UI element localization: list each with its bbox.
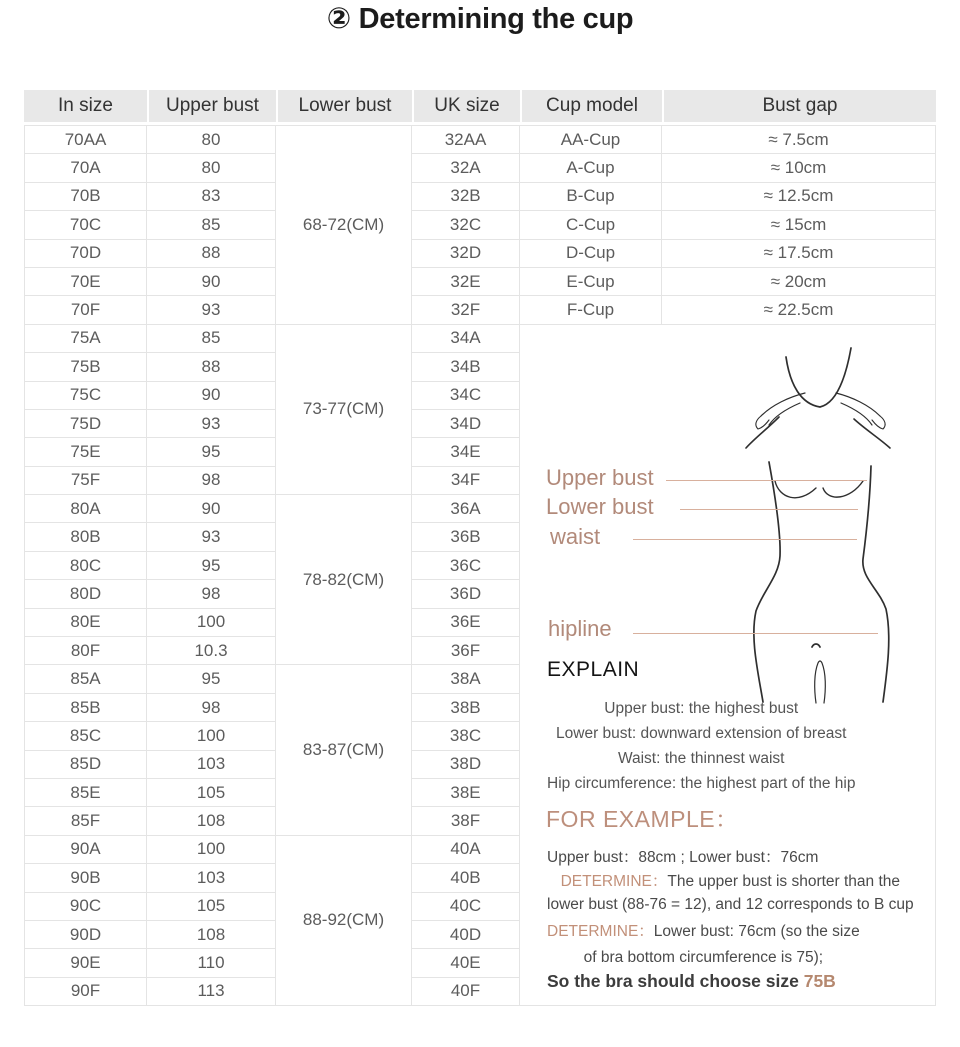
upper-bust-cell: 103 bbox=[147, 751, 276, 779]
example-heading: FOR EXAMPLE： bbox=[546, 805, 739, 832]
in-size-cell: 75F bbox=[24, 467, 147, 495]
upper-bust-cell: 95 bbox=[147, 665, 276, 693]
size-table-body bbox=[24, 125, 936, 1006]
upper-bust-cell: 95 bbox=[147, 438, 276, 466]
upper-bust-cell: 110 bbox=[147, 949, 276, 977]
uk-size-cell: 40D bbox=[412, 921, 520, 949]
uk-size-cell: 34F bbox=[412, 467, 520, 495]
in-size-cell: 70AA bbox=[24, 125, 147, 154]
table-row bbox=[24, 183, 936, 211]
upper-bust-cell: 85 bbox=[147, 211, 276, 239]
in-size-cell: 75A bbox=[24, 325, 147, 353]
upper-bust-cell: 93 bbox=[147, 523, 276, 551]
in-size-cell: 90A bbox=[24, 836, 147, 864]
in-size-cell: 70A bbox=[24, 154, 147, 182]
header-uk-size: UK size bbox=[412, 90, 520, 125]
lower-bust-cell: 83-87(CM) bbox=[276, 665, 412, 835]
in-size-cell: 70C bbox=[24, 211, 147, 239]
upper-bust-cell: 80 bbox=[147, 154, 276, 182]
conclusion-size: 75B bbox=[803, 970, 836, 991]
cup-model-cell: D-Cup bbox=[520, 240, 662, 268]
upper-bust-cell: 108 bbox=[147, 921, 276, 949]
in-size-cell: 75C bbox=[24, 382, 147, 410]
uk-size-cell: 40B bbox=[412, 864, 520, 892]
hipline-measure-line bbox=[633, 633, 878, 634]
uk-size-cell: 36F bbox=[412, 637, 520, 665]
label-hipline: hipline bbox=[548, 615, 612, 641]
size-table bbox=[24, 90, 936, 1006]
cup-model-cell: E-Cup bbox=[520, 268, 662, 296]
example-conclusion bbox=[547, 971, 836, 992]
label-upper-bust: Upper bust bbox=[546, 464, 654, 490]
upper-bust-cell: 100 bbox=[147, 609, 276, 637]
in-size-cell: 85B bbox=[24, 694, 147, 722]
in-size-cell: 80E bbox=[24, 609, 147, 637]
upper-bust-cell: 93 bbox=[147, 296, 276, 324]
uk-size-cell: 36D bbox=[412, 580, 520, 608]
explain-list bbox=[547, 696, 855, 796]
explain-heading: EXPLAIN bbox=[547, 657, 640, 681]
uk-size-cell: 40E bbox=[412, 949, 520, 977]
upper-bust-cell: 88 bbox=[147, 240, 276, 268]
determine-text: Lower bust: 76cm (so the size bbox=[653, 922, 860, 940]
upper-bust-cell: 100 bbox=[147, 836, 276, 864]
lower-bust-cell: 68-72(CM) bbox=[276, 125, 412, 325]
uk-size-cell: 38D bbox=[412, 751, 520, 779]
uk-size-cell: 34A bbox=[412, 325, 520, 353]
upper-bust-cell: 105 bbox=[147, 779, 276, 807]
in-size-cell: 90C bbox=[24, 893, 147, 921]
label-lower-bust: Lower bust bbox=[546, 493, 654, 519]
table-row bbox=[24, 211, 936, 239]
conclusion-text: So the bra should choose size bbox=[547, 970, 804, 991]
in-size-cell: 90F bbox=[24, 978, 147, 1006]
lower-bust-cell: 88-92(CM) bbox=[276, 836, 412, 1006]
bust-gap-cell: ≈ 20cm bbox=[662, 268, 936, 296]
in-size-cell: 80F bbox=[24, 637, 147, 665]
example-determine-1 bbox=[547, 870, 914, 917]
uk-size-cell: 34E bbox=[412, 438, 520, 466]
determine-text: lower bust (88-76 = 12), and 12 corresponds to B cup bbox=[547, 896, 914, 914]
in-size-cell: 70F bbox=[24, 296, 147, 324]
table-row bbox=[24, 268, 936, 296]
bust-gap-cell: ≈ 10cm bbox=[662, 154, 936, 182]
bust-gap-cell: ≈ 17.5cm bbox=[662, 240, 936, 268]
upper-bust-cell: 98 bbox=[147, 580, 276, 608]
upper-bust-cell: 108 bbox=[147, 807, 276, 835]
page-title: ② Determining the cup bbox=[326, 3, 634, 35]
explain-line: Lower bust: downward extension of breast bbox=[556, 724, 847, 742]
upper-bust-measure-line bbox=[666, 480, 867, 481]
in-size-cell: 80A bbox=[24, 495, 147, 523]
lower-bust-measure-line bbox=[680, 509, 858, 510]
in-size-cell: 75B bbox=[24, 353, 147, 381]
info-panel-cell bbox=[520, 325, 936, 1006]
upper-bust-cell: 83 bbox=[147, 183, 276, 211]
in-size-cell: 90E bbox=[24, 949, 147, 977]
lower-bust-cell: 78-82(CM) bbox=[276, 495, 412, 665]
in-size-cell: 90B bbox=[24, 864, 147, 892]
uk-size-cell: 36B bbox=[412, 523, 520, 551]
info-panel bbox=[520, 325, 935, 1005]
in-size-cell: 90D bbox=[24, 921, 147, 949]
female-torso-figure bbox=[670, 340, 935, 725]
uk-size-cell: 38B bbox=[412, 694, 520, 722]
uk-size-cell: 38A bbox=[412, 665, 520, 693]
header-upper-bust: Upper bust bbox=[147, 90, 276, 125]
upper-bust-cell: 85 bbox=[147, 325, 276, 353]
upper-bust-cell: 93 bbox=[147, 410, 276, 438]
in-size-cell: 85D bbox=[24, 751, 147, 779]
uk-size-cell: 40A bbox=[412, 836, 520, 864]
cup-model-cell: B-Cup bbox=[520, 183, 662, 211]
in-size-cell: 75E bbox=[24, 438, 147, 466]
explain-line: Hip circumference: the highest part of the hip bbox=[547, 774, 856, 792]
upper-bust-cell: 100 bbox=[147, 722, 276, 750]
uk-size-cell: 36C bbox=[412, 552, 520, 580]
uk-size-cell: 38C bbox=[412, 722, 520, 750]
determine-label: DETERMINE： bbox=[547, 922, 654, 940]
upper-bust-cell: 95 bbox=[147, 552, 276, 580]
in-size-cell: 85E bbox=[24, 779, 147, 807]
upper-bust-cell: 10.3 bbox=[147, 637, 276, 665]
uk-size-cell: 32A bbox=[412, 154, 520, 182]
in-size-cell: 85F bbox=[24, 807, 147, 835]
in-size-cell: 85A bbox=[24, 665, 147, 693]
table-row bbox=[24, 240, 936, 268]
in-size-cell: 70E bbox=[24, 268, 147, 296]
uk-size-cell: 32F bbox=[412, 296, 520, 324]
in-size-cell: 80D bbox=[24, 580, 147, 608]
upper-bust-cell: 98 bbox=[147, 467, 276, 495]
uk-size-cell: 38F bbox=[412, 807, 520, 835]
bust-gap-cell: ≈ 15cm bbox=[662, 211, 936, 239]
in-size-cell: 85C bbox=[24, 722, 147, 750]
in-size-cell: 80C bbox=[24, 552, 147, 580]
uk-size-cell: 32AA bbox=[412, 125, 520, 154]
cup-model-cell: AA-Cup bbox=[520, 125, 662, 154]
upper-bust-cell: 90 bbox=[147, 495, 276, 523]
upper-bust-cell: 103 bbox=[147, 864, 276, 892]
waist-measure-line bbox=[633, 539, 857, 540]
uk-size-cell: 40C bbox=[412, 893, 520, 921]
upper-bust-cell: 80 bbox=[147, 125, 276, 154]
cup-model-cell: F-Cup bbox=[520, 296, 662, 324]
upper-bust-cell: 113 bbox=[147, 978, 276, 1006]
upper-bust-cell: 88 bbox=[147, 353, 276, 381]
table-row bbox=[24, 296, 936, 324]
bust-gap-cell: ≈ 22.5cm bbox=[662, 296, 936, 324]
table-row bbox=[24, 125, 936, 154]
determine-label: DETERMINE： bbox=[560, 872, 668, 890]
explain-line: Upper bust: the highest bust bbox=[604, 699, 799, 717]
table-row bbox=[24, 154, 936, 182]
uk-size-cell: 38E bbox=[412, 779, 520, 807]
in-size-cell: 70D bbox=[24, 240, 147, 268]
upper-bust-cell: 90 bbox=[147, 382, 276, 410]
uk-size-cell: 34B bbox=[412, 353, 520, 381]
size-table-header bbox=[24, 90, 936, 125]
uk-size-cell: 36A bbox=[412, 495, 520, 523]
label-waist: waist bbox=[550, 523, 601, 549]
upper-bust-cell: 90 bbox=[147, 268, 276, 296]
uk-size-cell: 34C bbox=[412, 382, 520, 410]
lower-bust-cell: 73-77(CM) bbox=[276, 325, 412, 495]
upper-bust-cell: 105 bbox=[147, 893, 276, 921]
uk-size-cell: 32C bbox=[412, 211, 520, 239]
bust-gap-cell: ≈ 7.5cm bbox=[662, 125, 936, 154]
example-determine-2 bbox=[547, 919, 860, 971]
header-in-size: In size bbox=[24, 90, 147, 125]
uk-size-cell: 40F bbox=[412, 978, 520, 1006]
in-size-cell: 70B bbox=[24, 183, 147, 211]
table-row bbox=[24, 325, 936, 353]
header-lower-bust: Lower bust bbox=[276, 90, 412, 125]
cup-model-cell: C-Cup bbox=[520, 211, 662, 239]
uk-size-cell: 34D bbox=[412, 410, 520, 438]
in-size-cell: 80B bbox=[24, 523, 147, 551]
header-bust-gap: Bust gap bbox=[662, 90, 936, 125]
uk-size-cell: 36E bbox=[412, 609, 520, 637]
uk-size-cell: 32B bbox=[412, 183, 520, 211]
uk-size-cell: 32E bbox=[412, 268, 520, 296]
upper-bust-cell: 98 bbox=[147, 694, 276, 722]
explain-line: Waist: the thinnest waist bbox=[617, 749, 785, 767]
bust-gap-cell: ≈ 12.5cm bbox=[662, 183, 936, 211]
header-cup-model: Cup model bbox=[520, 90, 662, 125]
in-size-cell: 75D bbox=[24, 410, 147, 438]
determine-text: The upper bust is shorter than the bbox=[667, 872, 901, 890]
example-measurements: Upper bust：88cm ; Lower bust：76cm bbox=[547, 848, 819, 866]
uk-size-cell: 32D bbox=[412, 240, 520, 268]
cup-model-cell: A-Cup bbox=[520, 154, 662, 182]
determine-text: of bra bottom circumference is 75); bbox=[583, 948, 824, 966]
